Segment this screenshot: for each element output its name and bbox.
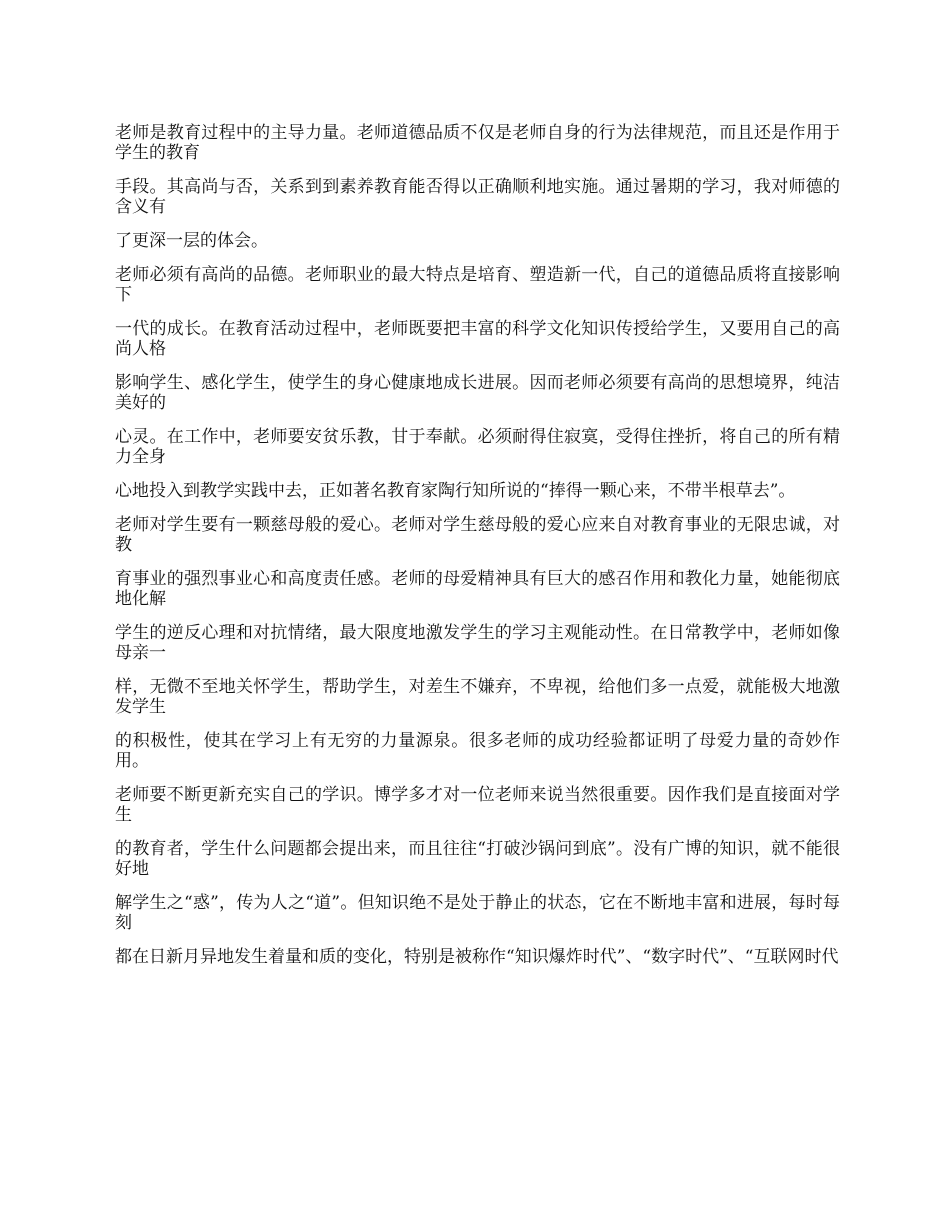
document-body [115, 123, 840, 981]
paragraph: 样，无微不至地关怀学生，帮助学生，对差生不嫌弃，不卑视，给他们多一点爱，就能极大地激发学生 [115, 677, 840, 717]
paragraph: 老师必须有高尚的品德。老师职业的最大特点是培育、塑造新一代，自己的道德品质将直接影响下 [115, 265, 840, 305]
paragraph: 心灵。在工作中，老师要安贫乐教，甘于奉献。必须耐得住寂寞，受得住挫折，将自己的所有精力全身 [115, 427, 840, 467]
paragraph: 解学生之“惑”，传为人之“道”。但知识绝不是处于静止的状态，它在不断地丰富和进展，每时每刻 [115, 893, 840, 933]
paragraph: 育事业的强烈事业心和高度责任感。老师的母爱精神具有巨大的感召作用和教化力量，她能彻底地化解 [115, 569, 840, 609]
paragraph: 老师对学生要有一颗慈母般的爱心。老师对学生慈母般的爱心应来自对教育事业的无限忠诚，对教 [115, 515, 840, 555]
paragraph: 老师是教育过程中的主导力量。老师道德品质不仅是老师自身的行为法律规范，而且还是作用于学生的教育 [115, 123, 840, 163]
paragraph: 的教育者，学生什么问题都会提出来，而且往往“打破沙锅问到底”。没有广博的知识，就不能很好地 [115, 839, 840, 879]
paragraph: 老师要不断更新充实自己的学识。博学多才对一位老师来说当然很重要。因作我们是直接面对学生 [115, 785, 840, 825]
paragraph: 影响学生、感化学生，使学生的身心健康地成长进展。因而老师必须要有高尚的思想境界，纯洁美好的 [115, 373, 840, 413]
paragraph: 心地投入到教学实践中去，正如著名教育家陶行知所说的“捧得一颗心来，不带半根草去”。 [115, 481, 796, 501]
paragraph: 了更深一层的体会。 [115, 231, 268, 251]
paragraph: 的积极性，使其在学习上有无穷的力量源泉。很多老师的成功经验都证明了母爱力量的奇妙作用。 [115, 731, 840, 771]
paragraph: 学生的逆反心理和对抗情绪，最大限度地激发学生的学习主观能动性。在日常教学中，老师如像母亲一 [115, 623, 840, 663]
paragraph: 都在日新月异地发生着量和质的变化，特别是被称作“知识爆炸时代”、“数字时代”、“互联网时代 [115, 947, 839, 967]
paragraph: 一代的成长。在教育活动过程中，老师既要把丰富的科学文化知识传授给学生，又要用自己的高尚人格 [115, 319, 840, 359]
paragraph: 手段。其高尚与否，关系到到素养教育能否得以正确顺利地实施。通过暑期的学习，我对师德的含义有 [115, 177, 840, 217]
